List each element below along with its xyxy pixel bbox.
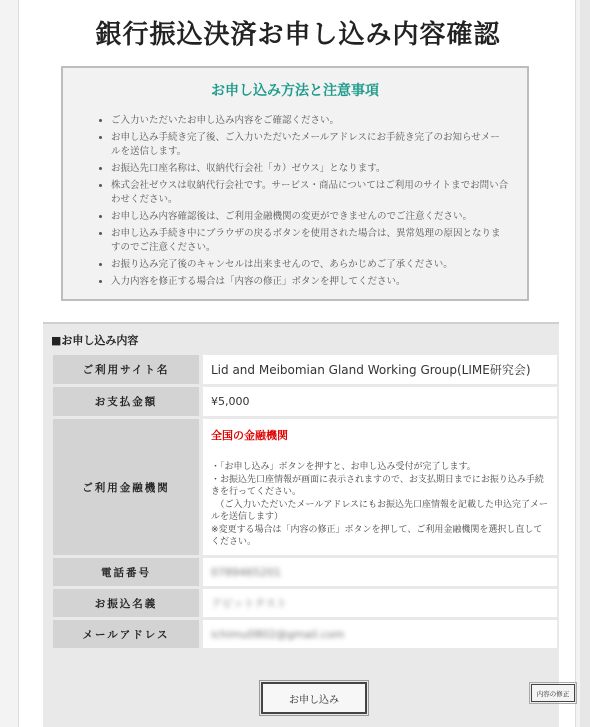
application-details-table — [53, 352, 557, 651]
section-label: ■お申し込み内容 — [51, 334, 139, 347]
site-name-label: ご利用サイト名 — [53, 355, 203, 384]
site-name-value: Lid and Meibomian Gland Working Group(LIME研究会) — [203, 355, 557, 384]
email-value-cell — [203, 620, 557, 648]
account-name-value: アビットテスト — [211, 597, 288, 610]
institution-value — [203, 419, 557, 555]
amount-label: お支払金額 — [53, 387, 203, 416]
notice-item: • お申し込み手続き完了後、ご入力いただいたメールアドレスにお手続き完了のお知らせメールを送信します。 — [111, 131, 509, 159]
notice-item: • お申し込み手続き中にブラウザの戻るボタンを使用された場合は、異常処理の原因となりますのでご注意ください。 — [111, 227, 509, 255]
table-row — [53, 355, 557, 384]
page-container — [18, 0, 576, 727]
notice-item: • お振込先口座名称は、収納代行会社「カ）ゼウス」となります。 — [111, 162, 509, 176]
table-row — [53, 558, 557, 586]
scrollbar[interactable] — [580, 0, 590, 727]
institution-note-line: （ご入力いただいたメールアドレスにもお振込先口座情報を記載した申込完了メールを送信します） — [211, 499, 549, 523]
application-details-section — [43, 322, 570, 727]
institution-notes — [211, 461, 549, 549]
table-row — [53, 589, 557, 617]
phone-label: 電話番号 — [53, 558, 203, 586]
phone-value: 0789465201 — [211, 565, 281, 579]
account-name-label: お振込名義 — [53, 589, 203, 617]
page-title: 銀行振込決済お申し込み内容確認 — [95, 20, 501, 50]
edit-content-button[interactable]: 内容の修正 — [531, 684, 575, 702]
notice-heading: お申し込み方法と注意事項 — [211, 83, 379, 99]
institution-note-line: ・「お申し込み」ボタンを押すと、お申し込み受付が完了します。 — [211, 462, 476, 473]
table-row — [53, 620, 557, 648]
notice-item: • お申し込み内容確認後は、ご利用金融機関の変更ができませんのでご注意ください。 — [111, 210, 509, 224]
amount-value: ¥5,000 — [203, 387, 557, 416]
email-label: メールアドレス — [53, 620, 203, 648]
notice-item: • ご入力いただいたお申し込み内容をご確認ください。 — [111, 114, 509, 128]
notice-item: • 株式会社ゼウスは収納代行会社です。サービス・商品についてはご利用のサイトまでお問い合わせください。 — [111, 179, 509, 207]
apply-button[interactable]: お申し込み — [261, 682, 367, 714]
account-name-value-cell — [203, 589, 557, 617]
table-row — [53, 387, 557, 416]
notice-box — [61, 66, 529, 301]
institution-label: ご利用金融機関 — [53, 419, 203, 555]
notice-item: • お振り込み完了後のキャンセルは出来ませんので、あらかじめご了承ください。 — [111, 258, 509, 272]
table-row — [53, 419, 557, 555]
email-value: ichimu0802@gmail.com — [211, 627, 345, 641]
notice-item: • 入力内容を修正する場合は「内容の修正」ボタンを押してください。 — [111, 275, 509, 289]
notice-list — [63, 114, 527, 289]
institution-title: 全国の金融機関 — [211, 429, 288, 443]
phone-value-cell — [203, 558, 557, 586]
institution-note-line: ※変更する場合は「内容の修正」ボタンを押して、ご利用金融機関を選択し直してください。 — [211, 524, 543, 548]
institution-note-line: ・お振込先口座情報が画面に表示されますので、お支払期日までにお振り込み手続きを行ってください。 — [211, 474, 544, 498]
